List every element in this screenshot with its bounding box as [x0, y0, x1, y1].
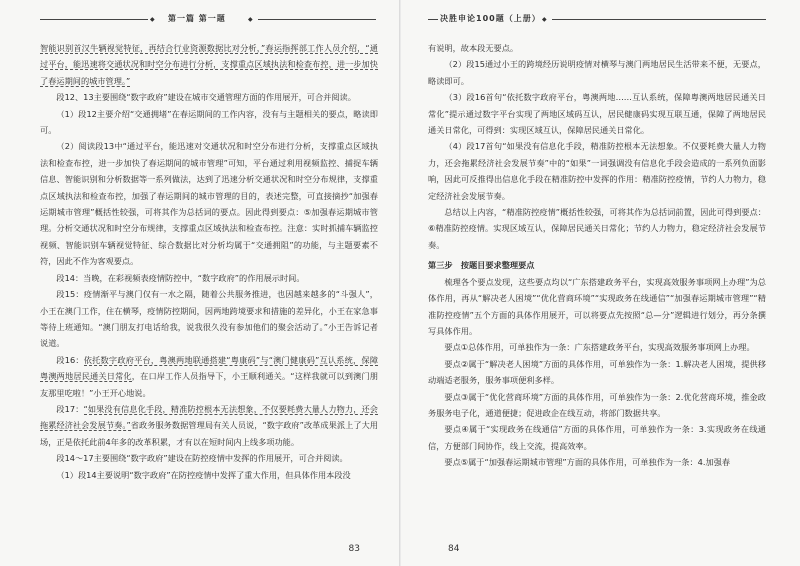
paragraph-text: （2）阅读段13中“通过平台，能迅速对交通状况和时空分布进行分析，支撑重点区域执法和检查布控，进一步加快了春运期间的城市管理”可知，平台通过利用视频监控、捕捉车辆信息、智能识别和分析数据等一系列做法，达到了迅速分析交通状况和时空分布规律，支撑重点区域执法和检查布控，加强了春运期间的城市管理的目的，表述完整，可直接摘抄“加强春运期城市管理”概括性较强，可将其作为总括词的要点。因此得到要点：⑤加强春运期城市管理。分析交通状况和时空分布规律，支撑重点区域执法和检查布控。注意：实时抓捕车辆监控视频、智能识别车辆视觉特征、综合数据比对分析均属于“交通拥阻”的功能，与主题要素不符，因此不作为客观要点。: [40, 141, 378, 267]
diamond-icon: ◆: [150, 16, 155, 23]
paragraph: [428, 56, 766, 89]
paragraph-text: （1）段14主要说明“数字政府”在防控疫情中发挥了重大作用，但具体作用本段没: [56, 469, 351, 480]
paragraph: [40, 138, 378, 269]
right-body: [428, 40, 766, 471]
underlined-text: 依托数字政府平台，粤澳两地联通搭建“粤康码”与“澳门健康码”互认系统，保障粤澳两地居民通关日常化: [40, 354, 379, 382]
paragraph: [40, 401, 378, 450]
paragraph: [40, 40, 378, 89]
paragraph-text: 段12、13主要围绕“数字政府”建设在城市交通管理方面的作用展开，可合并阅读。: [56, 92, 356, 103]
paragraph-text: 有说明，故本段无要点。: [428, 43, 519, 53]
paragraph-text: 省政务服务数据管理局有关人员说，“数字政府”改革成果派上了大用场，正是依托此前4年多的改革积累，才有以在短时间内上线多项功能。: [40, 420, 378, 447]
paragraph: [40, 352, 378, 401]
diamond-icon: ◆: [542, 16, 547, 23]
left-header: [40, 12, 376, 26]
paragraph-text: 段16：: [56, 354, 84, 365]
paragraph: [40, 450, 378, 466]
paragraph: [40, 286, 378, 352]
paragraph-text: 要点④属于“实现政务在线通信”方面的具体作用，可单独作为一条：3.实现政务在线通信，方便部门间协作，线上交流，提高效率。: [428, 424, 766, 451]
header-rule: [40, 19, 148, 20]
paragraph: [40, 270, 378, 286]
left-body: [40, 40, 378, 483]
paragraph: [40, 89, 378, 105]
paragraph-text: 梳理各个要点发现，这些要点均以“广东搭建政务平台，实现高效服务事项网上办理”为总体作用，再从“解决老人困境”“优化营商环境”“实现政务在线通信”“加强春运期城市管理”“精准防控疫情”五个方面的具体作用展开，可以将要点先按照“总—分”逻辑进行划分，再分条撰写具体作用。: [428, 276, 766, 336]
paragraph-text: 段17：: [56, 403, 84, 414]
paragraph: [428, 389, 766, 422]
header-rule: [258, 19, 376, 20]
page-number: 83: [348, 544, 360, 554]
paragraph: [428, 257, 766, 273]
paragraph-text: 要点①总体作用，可单独作为一条：广东搭建政务平台，实现高效服务事项网上办理。: [444, 342, 755, 353]
paragraph-text: 总结以上内容，“精准防控疫情”概括性较强，可将其作为总括词前置，因此可得到要点：⑥精准防控疫情。实现区域互认，保障居民通关日常化；节约人力物力，稳定经济社会发展节奏。: [428, 207, 766, 250]
right-header: [428, 12, 766, 26]
paragraph: [428, 40, 766, 56]
paragraph-text: （2）段15通过小王的跨境经历说明疫情对横琴与澳门两地居民生活带来不便，无要点，略读即可。: [428, 59, 766, 86]
paragraph-text: 段14～17主要围绕“数字政府”建设在防控疫情中发挥的作用展开，可合并阅读。: [56, 453, 348, 464]
paragraph: [428, 274, 766, 340]
paragraph-text: 第三步 按题目要求整理要点: [428, 260, 535, 271]
paragraph: [428, 138, 766, 204]
right-page: [400, 0, 800, 566]
paragraph: [428, 421, 766, 454]
paragraph: [428, 356, 766, 389]
paragraph-text: 要点③属于“优化营商环境”方面的具体作用，可单独作为一条：2.优化营商环境，推金政务服务电子化，通道便捷；促进政企在线互动，将部门数据共享。: [428, 391, 766, 418]
diamond-icon: ◆: [248, 16, 253, 23]
header-rule: [428, 19, 438, 20]
page-number: 84: [448, 544, 460, 554]
paragraph-text: 段15：疫情渐平与澳门仅有一水之隔，随着公共服务推进，也因越来越多的“斗强人”，小王在澳门工作，住在横琴，疫情防控期间，因两地跨境要求和措施的差异化，小王在家急事等待上班通知。“澳门朋友打电话给我，说我很久没有参加他们的聚会活动了。”小王告诉记者说道。: [40, 289, 378, 349]
paragraph-text: 要点⑤属于“加强春运期城市管理”方面的具体作用，可单独作为一条：4.加强春: [444, 457, 731, 468]
paragraph-text: 段14：当晚，在彩视频表疫情防控中，“数字政府”的作用展示时间。: [56, 272, 305, 283]
paragraph: [40, 467, 378, 483]
paragraph-text: 要点②属于“解决老人困境”方面的具体作用，可单独作为一条：1.解决老人困境，提供移动端适老服务，服务事项便利多样。: [428, 358, 766, 386]
header-rule: [552, 19, 766, 20]
paragraph-text: ，在口岸工作人员指导下，小王顺利通关。“这样我就可以到澳门朋友那里吃啦！”小王开心地说。: [40, 371, 378, 398]
paragraph: [428, 204, 766, 253]
underlined-text: 智能识别首汉牛辆视觉特征，再结合行业资源数据比对分析，”春运指挥部工作人员介绍，“通过平台，能迅速将交通状况和时空分布进行分析，支撑重点区域执法和检查布控，进一步加快了春运期间的城市管理。”: [40, 43, 378, 86]
paragraph-text: （4）段17首句“如果没有信息化手段，精准防控根本无法想象。不仅要耗费大量人力物力，还会拖累经济社会发展节奏”中的“如果”一词强调没有信息化手段会造成的一系列负面影响，因此可反推得出信息化手段在精准防控中发挥的作用：精准防控疫情，节约人力物力，稳定经济社会发展节奏。: [428, 141, 766, 201]
paragraph: [40, 106, 378, 139]
section-title: 第一篇 第一题: [168, 14, 226, 23]
paragraph: [428, 339, 766, 355]
paragraph-text: （1）段12主要介绍“交通拥堵”在春运期间的工作内容，没有与主题相关的要点，略读即可。: [40, 108, 378, 136]
paragraph: [428, 454, 766, 470]
underlined-text: “如果没有信息化手段，精准防控根本无法想象，不仅要耗费大量人力物力，还会拖累经济社会发展节奏。”: [40, 403, 378, 431]
book-title: 决胜申论100题（上册）: [440, 14, 541, 23]
paragraph: [428, 89, 766, 138]
paragraph-text: （3）段16首句“依托数字政府平台，粤澳两地……互认系统，保障粤澳两地居民通关日常化”提示通过数字平台实现了两地区域码互认，居民健康码实现互联互通，保障了两地居民通关日常化，可得到：实现区域互认，保障居民通关日常化。: [428, 92, 766, 136]
